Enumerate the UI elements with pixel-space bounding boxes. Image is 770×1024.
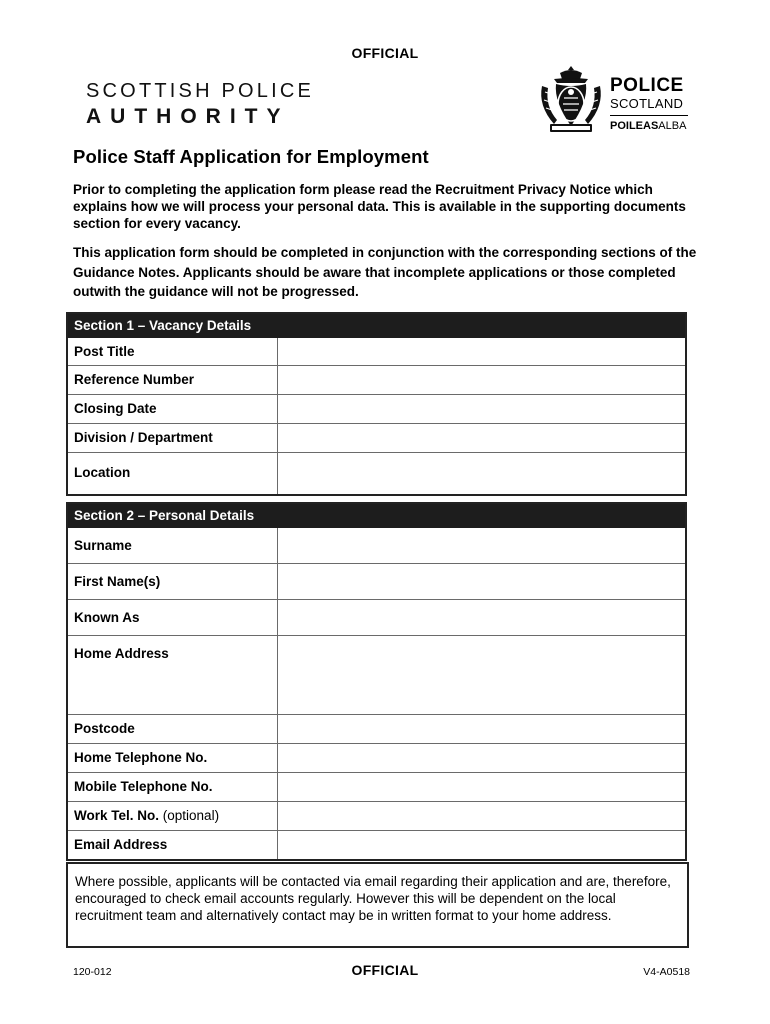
field-label: Closing Date [68,395,278,423]
form-row-known-as [68,599,685,635]
ps-logo-gaelic-bold: POILEAS [610,120,659,132]
form-row-work-telephone [68,801,685,830]
ps-logo-country: SCOTLAND [610,96,688,116]
police-scotland-crest-icon [536,64,606,136]
form-row-post-title [68,338,685,365]
form-row-home-address [68,635,685,714]
field-label: Post Title [68,338,278,365]
section-vacancy-details [66,312,687,496]
field-label: First Name(s) [68,564,278,599]
division-department-field[interactable] [278,424,685,452]
form-row-email-address [68,830,685,859]
field-label: Mobile Telephone No. [68,773,278,801]
field-label: Email Address [68,831,278,859]
postcode-field[interactable] [278,715,685,743]
police-scotland-logo [536,64,696,136]
form-row-closing-date [68,394,685,423]
section-personal-details [66,502,687,861]
ps-logo-gaelic-rest: ALBA [658,120,687,132]
form-row-location [68,452,685,494]
optional-note: (optional) [162,808,220,823]
field-label: Postcode [68,715,278,743]
home-address-field[interactable] [278,636,685,714]
location-field[interactable] [278,453,685,494]
field-label: Location [68,453,278,494]
form-row-surname [68,528,685,563]
version-code: V4-A0518 [643,966,690,978]
field-label-text: Work Tel. No. [74,808,160,823]
field-label: Known As [68,600,278,635]
form-row-division-department [68,423,685,452]
first-names-field[interactable] [278,564,685,599]
field-label: Home Address [68,636,278,714]
form-row-postcode [68,714,685,743]
mobile-telephone-field[interactable] [278,773,685,801]
spa-logo-line2: AUTHORITY [86,105,290,128]
intro-guidance-notes: This application form should be completed in conjunction with the corresponding sections of the Guidance Notes. Applicants should be aware that incomplete applications or those completed outwith the guidance will not be progressed. [73,245,697,299]
closing-date-field[interactable] [278,395,685,423]
post-title-field[interactable] [278,338,685,365]
section-heading: Section 2 – Personal Details [68,504,685,528]
work-telephone-field[interactable] [278,802,685,830]
intro-privacy-notice: Prior to completing the application form please read the Recruitment Privacy Notice which explains how we will process your personal data. This is available in the supporting documents section for every vacancy. [73,182,686,231]
form-title: Police Staff Application for Employment [73,146,429,167]
scottish-police-authority-logo [86,80,314,130]
form-row-mobile-telephone [68,772,685,801]
field-label: Reference Number [68,366,278,394]
email-address-field[interactable] [278,831,685,859]
field-label: Home Telephone No. [68,744,278,772]
reference-number-field[interactable] [278,366,685,394]
form-code: 120-012 [73,966,112,978]
known-as-field[interactable] [278,600,685,635]
spa-logo-line1: SCOTTISH POLICE [86,80,315,102]
ps-logo-gaelic [610,120,688,133]
surname-field[interactable] [278,528,685,563]
form-row-reference-number [68,365,685,394]
field-label: Division / Department [68,424,278,452]
field-label: Surname [68,528,278,563]
home-telephone-field[interactable] [278,744,685,772]
ps-logo-name: POLICE [610,75,684,96]
classification-header: OFFICIAL [351,45,419,61]
form-row-first-names [68,563,685,599]
classification-footer: OFFICIAL [351,962,419,978]
form-row-home-telephone [68,743,685,772]
email-contact-notice: Where possible, applicants will be contacted via email regarding their application and are, therefore, encouraged to check email accounts regularly. However this will be dependent on the local recruitment team and alternatively contact may be in written format to your home address. [66,862,689,948]
section-heading: Section 1 – Vacancy Details [68,314,685,338]
field-label [68,802,278,830]
